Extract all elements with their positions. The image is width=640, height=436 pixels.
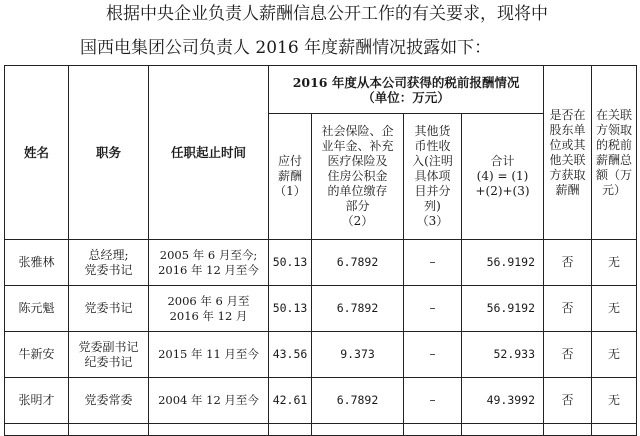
cell-salary: 43.56 bbox=[269, 332, 312, 378]
cell-line: 列) bbox=[424, 199, 441, 213]
cell-name: 张雅林 bbox=[5, 240, 69, 286]
cell-total: 49.3992 bbox=[462, 378, 544, 424]
cell-insurance: 6.7892 bbox=[312, 240, 404, 286]
cell-line: 党委常委 bbox=[84, 393, 133, 407]
header-pay-group-title: 2016 年度从本公司获得的税前报酬情况 bbox=[292, 74, 520, 90]
cell-line: 他关联 bbox=[549, 152, 586, 167]
cell-related-amount: 无 bbox=[592, 378, 637, 424]
cell-line: 合计 bbox=[490, 154, 515, 168]
cell-term bbox=[149, 240, 269, 286]
cell-line: 的单位缴存 bbox=[327, 184, 388, 198]
cell-position bbox=[69, 378, 149, 424]
cell-name: 牛新安 bbox=[5, 332, 69, 378]
cell-line: 其他货 bbox=[414, 124, 451, 138]
cell-salary: 42.61 bbox=[269, 378, 312, 424]
cell-related: 否 bbox=[544, 286, 592, 332]
cell-line: 额（万 bbox=[596, 167, 633, 182]
cell-line: 2015 年 11 月至今 bbox=[158, 347, 259, 361]
table-row bbox=[5, 378, 637, 424]
cell-position bbox=[69, 332, 149, 378]
header-related-amount bbox=[592, 66, 637, 240]
cell-line: 2006 年 6 月至 bbox=[167, 293, 250, 308]
cell-line: 方领取 bbox=[596, 122, 633, 137]
cell-position bbox=[69, 240, 149, 286]
cell-line: 党委副书记 bbox=[78, 339, 139, 354]
cell-other: – bbox=[404, 332, 462, 378]
cell-name: 张明才 bbox=[5, 378, 69, 424]
cell-line: （1） bbox=[274, 184, 306, 198]
cell-line: 2005 年 6 月至今; bbox=[159, 247, 258, 262]
cell-related: 否 bbox=[544, 240, 592, 286]
cell-line: 2016 年 12 月 bbox=[169, 308, 248, 323]
cell-term bbox=[149, 286, 269, 332]
header-other-income bbox=[404, 114, 462, 240]
cell-related-amount: 无 bbox=[592, 240, 637, 286]
header-pay-group bbox=[269, 66, 544, 114]
intro-line-1: 根据中央企业负责人薪酬信息公开工作的有关要求，现将中 bbox=[106, 4, 548, 24]
header-total bbox=[462, 114, 544, 240]
cell-line: 薪酬总 bbox=[596, 152, 633, 167]
table-row bbox=[5, 286, 637, 332]
cell-insurance: 9.373 bbox=[312, 332, 404, 378]
header-pay-group-unit: （单位：万元） bbox=[362, 89, 450, 105]
header-insurance bbox=[312, 114, 404, 240]
cell-total: 56.9192 bbox=[462, 240, 544, 286]
intro-line-2: 国西电集团公司负责人 2016 年度薪酬情况披露如下： bbox=[80, 38, 492, 58]
cell-line: 方获取 bbox=[549, 167, 586, 182]
cell-line: 是否在 bbox=[549, 107, 586, 122]
header-name: 姓名 bbox=[5, 66, 69, 240]
cell-line: 纪委书记 bbox=[84, 354, 133, 369]
table-row bbox=[5, 332, 637, 378]
header-salary bbox=[269, 114, 312, 240]
cell-line: （2） bbox=[341, 214, 374, 228]
cell-line: +(2)+(3) bbox=[475, 184, 530, 198]
header-row-1 bbox=[5, 66, 637, 114]
header-position: 职务 bbox=[69, 66, 149, 240]
cell-line: 2016 年 12 月至今 bbox=[158, 262, 259, 277]
cell-line: 业年金、补充 bbox=[321, 139, 394, 153]
cell-line: 薪酬 bbox=[277, 169, 302, 183]
cell-term bbox=[149, 332, 269, 378]
cell-line: 目并分 bbox=[414, 184, 451, 198]
cell-line: 党委书记 bbox=[84, 262, 133, 277]
cell-line: 部分 bbox=[345, 199, 370, 213]
cell-related: 否 bbox=[544, 332, 592, 378]
cell-total: 52.933 bbox=[462, 332, 544, 378]
cell-line: 医疗保险及 bbox=[327, 154, 388, 168]
salary-table bbox=[4, 65, 637, 436]
table-row bbox=[5, 240, 637, 286]
cell-line: 元） bbox=[602, 182, 627, 197]
cell-line: 位或其 bbox=[549, 137, 586, 152]
cell-salary: 50.13 bbox=[269, 240, 312, 286]
cell-line: 股东单 bbox=[549, 122, 586, 137]
cell-line: 住房公积金 bbox=[327, 169, 388, 183]
cell-line: 币性收 bbox=[414, 139, 451, 153]
cell-total: 56.9192 bbox=[462, 286, 544, 332]
header-term: 任职起止时间 bbox=[149, 66, 269, 240]
cell-line: 社会保险、企 bbox=[321, 124, 394, 138]
cell-term bbox=[149, 378, 269, 424]
cell-salary: 50.13 bbox=[269, 286, 312, 332]
cell-related-amount: 无 bbox=[592, 332, 637, 378]
cell-line: 在关联 bbox=[596, 107, 633, 122]
cell-line: (4) = (1) bbox=[476, 169, 529, 183]
cell-line: （3） bbox=[416, 214, 449, 228]
cell-line: 应付 bbox=[277, 154, 302, 168]
cell-insurance: 6.7892 bbox=[312, 378, 404, 424]
cell-line: 党委书记 bbox=[84, 301, 133, 315]
cell-other: – bbox=[404, 286, 462, 332]
cell-name: 陈元魁 bbox=[5, 286, 69, 332]
cell-insurance: 6.7892 bbox=[312, 286, 404, 332]
cell-related: 否 bbox=[544, 378, 592, 424]
cell-line: 2004 年 12 月至今 bbox=[158, 393, 259, 407]
cell-line: 具体项 bbox=[414, 169, 451, 183]
table-row-partial bbox=[5, 424, 637, 436]
cell-other: – bbox=[404, 378, 462, 424]
cell-other: – bbox=[404, 240, 462, 286]
cell-line: 入(注明 bbox=[412, 154, 453, 168]
cell-related-amount: 无 bbox=[592, 286, 637, 332]
cell-position bbox=[69, 286, 149, 332]
cell-line: 的税前 bbox=[596, 137, 633, 152]
header-related bbox=[544, 66, 592, 240]
cell-line: 总经理; bbox=[88, 247, 129, 262]
cell-line: 薪酬 bbox=[555, 182, 580, 197]
